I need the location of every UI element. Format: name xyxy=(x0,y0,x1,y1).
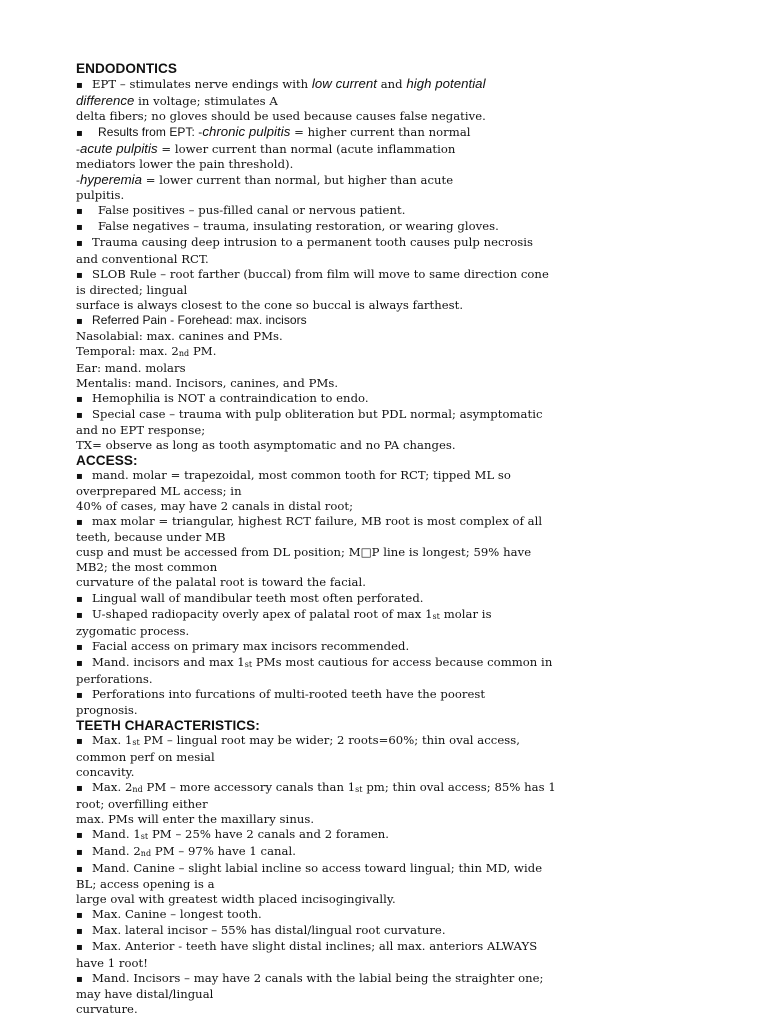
results-line-3: mediators lower the pain threshold). xyxy=(76,157,294,172)
access-line-5: teeth, because under MB xyxy=(76,530,226,545)
section-title-access: ACCESS: xyxy=(76,453,138,469)
access-line-4: ▪ max molar = triangular, highest RCT failure, MB root is most complex of all xyxy=(76,514,596,530)
teeth-text: Max. 1 xyxy=(92,732,133,747)
special-line-2: and no EPT response; xyxy=(76,423,206,438)
ept-line-2 xyxy=(76,93,596,109)
access-line-1: ▪ mand. molar = trapezoidal, most common tooth for RCT; tipped ML so xyxy=(76,468,596,484)
ept-line-3: delta fibers; no gloves should be used because causes false negative. xyxy=(76,109,486,124)
results-line-2 xyxy=(76,141,596,157)
access-line-2: overprepared ML access; in xyxy=(76,484,242,499)
teeth-ordinal: st xyxy=(355,785,363,795)
access-line-11: zygomatic process. xyxy=(76,623,190,638)
access-ordinal: st xyxy=(432,611,440,621)
teeth-ordinal: st xyxy=(140,832,149,842)
hemophilia-note: ▪ Hemophilia is NOT a contraindication to endo. xyxy=(76,391,596,407)
results-text: = lower current than normal (acute inflammation xyxy=(157,142,456,157)
teeth-ordinal: nd xyxy=(140,849,152,859)
teeth-line-16: ▪ Mand. Incisors – may have 2 canals with the labial being the straighter one; xyxy=(76,971,596,987)
teeth-line-12: ▪ Max. Canine – longest tooth. xyxy=(76,907,596,923)
ept-low-current: low current xyxy=(311,76,377,91)
section-title-endodontics: ENDODONTICS xyxy=(76,61,177,76)
access-line-10 xyxy=(76,607,596,624)
teeth-line-13: ▪ Max. lateral incisor – 55% has distal/lingual root curvature. xyxy=(76,923,596,939)
referred-line-4: Ear: mand. molars xyxy=(76,360,186,375)
teeth-line-8 xyxy=(76,844,596,861)
teeth-line-5: root; overfilling either xyxy=(76,797,208,812)
false-positives: ▪ False positives – pus-filled canal or nervous patient. xyxy=(76,203,596,219)
teeth-line-7 xyxy=(76,827,596,844)
referred-text: PM. xyxy=(189,343,217,358)
access-text: U-shaped radiopacity overly apex of palatal root of max 1 xyxy=(92,606,433,621)
teeth-line-9: ▪ Mand. Canine – slight labial incline so access toward lingual; thin MD, wide xyxy=(76,861,596,877)
results-hyperemia: hyperemia xyxy=(79,172,142,188)
results-dash: - xyxy=(76,173,80,188)
access-line-8: curvature of the palatal root is toward the facial. xyxy=(76,575,366,590)
referred-line-5: Mentalis: mand. Incisors, canines, and PMs. xyxy=(76,375,339,390)
access-line-6: cusp and must be accessed from DL position; M□P line is longest; 59% have xyxy=(76,545,532,560)
ept-text: in voltage; stimulates A xyxy=(134,94,278,109)
teeth-line-18: curvature. xyxy=(76,1001,138,1016)
teeth-line-11: large oval with greatest width placed incisogingivally. xyxy=(76,892,396,907)
results-text: = higher current than normal xyxy=(290,125,471,140)
teeth-text: Max. 2 xyxy=(92,780,133,795)
teeth-line-14: ▪ Max. Anterior - teeth have slight distal inclines; all max. anteriors ALWAYS xyxy=(76,939,596,955)
teeth-text: PM – 25% have 2 canals and 2 foramen. xyxy=(148,827,390,842)
ept-text: EPT – stimulates nerve endings with xyxy=(92,77,312,91)
slob-line-1: ▪ SLOB Rule – root farther (buccal) from film will move to same direction cone xyxy=(76,267,596,283)
teeth-line-17: may have distal/lingual xyxy=(76,986,214,1001)
access-line-15: ▪ Perforations into furcations of multi-rooted teeth have the poorest xyxy=(76,687,596,703)
trauma-line-2: and conventional RCT. xyxy=(76,251,209,266)
special-line-1: ▪ Special case – trauma with pulp obliteration but PDL normal; asymptomatic xyxy=(76,407,596,423)
teeth-line-1 xyxy=(76,733,596,750)
teeth-ordinal: st xyxy=(132,737,140,747)
teeth-line-4 xyxy=(76,780,596,797)
access-line-16: prognosis. xyxy=(76,702,138,717)
teeth-line-2: common perf on mesial xyxy=(76,749,215,764)
access-line-7: MB2; the most common xyxy=(76,560,218,575)
results-text: = lower current than normal, but higher than acute xyxy=(142,173,454,188)
access-text: Mand. incisors and max 1 xyxy=(92,654,245,669)
access-line-13 xyxy=(76,655,596,672)
ept-difference: difference xyxy=(76,93,135,109)
access-text: molar is xyxy=(439,606,492,621)
document-page xyxy=(76,61,596,1017)
results-chronic-pulpitis: chronic pulpitis xyxy=(202,124,291,140)
referred-line-2: Nasolabial: max. canines and PMs. xyxy=(76,328,283,343)
results-text: Results from EPT: - xyxy=(98,125,203,140)
special-line-3: TX= observe as long as tooth asymptomatic and no PA changes. xyxy=(76,438,456,453)
access-text: PMs most cautious for access because common in xyxy=(252,654,553,669)
slob-line-3: surface is always closest to the cone so buccal is always farthest. xyxy=(76,297,464,312)
teeth-text: Mand. 2 xyxy=(92,844,141,859)
access-line-3: 40% of cases, may have 2 canals in distal root; xyxy=(76,499,354,514)
teeth-text: Mand. 1 xyxy=(92,827,141,842)
results-acute-pulpitis: acute pulpitis xyxy=(79,141,158,157)
teeth-text: PM – lingual root may be wider; 2 roots=60%; thin oval access, xyxy=(139,732,520,747)
ept-high-potential: high potential xyxy=(406,76,486,91)
results-line-4 xyxy=(76,172,596,188)
teeth-text: PM – more accessory canals than 1 xyxy=(142,780,356,795)
section-title-teeth: TEETH CHARACTERISTICS: xyxy=(76,717,260,733)
teeth-text: PM – 97% have 1 canal. xyxy=(151,844,296,859)
false-negatives: ▪ False negatives – trauma, insulating restoration, or wearing gloves. xyxy=(76,219,596,235)
ept-line-1 xyxy=(76,76,596,93)
access-ordinal: st xyxy=(244,659,253,669)
referred-text: Temporal: max. 2 xyxy=(76,343,179,358)
results-line-1 xyxy=(76,124,596,141)
teeth-ordinal: nd xyxy=(132,785,143,795)
teeth-line-6: max. PMs will enter the maxillary sinus. xyxy=(76,812,315,827)
teeth-line-10: BL; access opening is a xyxy=(76,877,215,892)
trauma-line-1: ▪ Trauma causing deep intrusion to a permanent tooth causes pulp necrosis xyxy=(76,235,596,251)
results-dash: - xyxy=(76,142,80,157)
referred-text: Referred Pain - Forehead: max. incisors xyxy=(92,312,307,327)
teeth-text: pm; thin oval access; 85% has 1 xyxy=(362,780,556,795)
access-line-9: ▪ Lingual wall of mandibular teeth most often perforated. xyxy=(76,591,596,607)
access-line-12: ▪ Facial access on primary max incisors recommended. xyxy=(76,639,596,655)
access-line-14: perforations. xyxy=(76,671,153,686)
ept-text: and xyxy=(376,77,407,91)
slob-line-2: is directed; lingual xyxy=(76,282,188,297)
referred-line-3 xyxy=(76,344,596,361)
referred-line-1 xyxy=(76,313,596,329)
teeth-line-15: have 1 root! xyxy=(76,955,148,970)
teeth-line-3: concavity. xyxy=(76,764,135,779)
results-line-5: pulpitis. xyxy=(76,188,125,203)
referred-ordinal: nd xyxy=(178,348,190,358)
